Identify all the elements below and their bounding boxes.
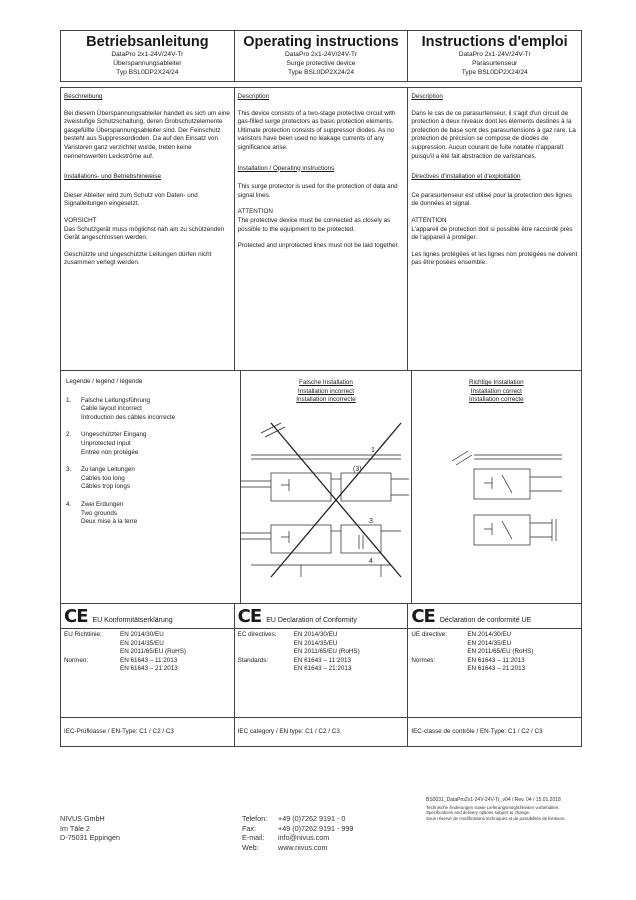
description-heading: Beschreibung bbox=[64, 93, 103, 100]
header-fr bbox=[408, 31, 581, 81]
standards-label: Standards: bbox=[237, 656, 269, 664]
wrong-title-en: Installation incorrect bbox=[297, 387, 354, 395]
standard: EN 61643 – 11:2013 bbox=[293, 656, 351, 664]
conformity-title: Déclaration de conformité UE bbox=[439, 617, 532, 625]
wrong-title-fr: Installation incorrecte bbox=[296, 396, 356, 404]
legend-fr: Deux mise à la terre bbox=[81, 518, 138, 526]
caution-text: Das Schutzgerät muss möglichst nah am zu schützenden Gerät angeschlossen werden. bbox=[64, 225, 225, 242]
description-row bbox=[61, 88, 581, 370]
wrong-title bbox=[241, 371, 410, 405]
directives-label: EU Richtlinie: bbox=[64, 631, 102, 638]
right-title-fr: Installation correcte bbox=[469, 396, 524, 404]
conformity-title: EU Declaration of Conformity bbox=[266, 617, 357, 625]
standard: EN 61643 – 11:2013 bbox=[467, 656, 525, 664]
caution-text: The protective device must be connected as closely as possible to the equipment to be protected. bbox=[237, 216, 391, 233]
legend bbox=[61, 371, 241, 603]
header-type: Type BSL0DP2X24/24 bbox=[461, 69, 528, 76]
legend-fr: Introduction des câbles incorrecte bbox=[81, 413, 176, 421]
legend-fr: Entrée non protégée bbox=[81, 448, 139, 456]
standard: EN 61643 – 11:2013 bbox=[120, 656, 178, 664]
text-column-de bbox=[61, 88, 235, 370]
legend-item bbox=[66, 501, 235, 527]
document-number: BS0031_DataPro2x1-24V-24V-Tr_v04 / Rev. 04 / 15.01.2018 bbox=[426, 797, 561, 803]
ce-header bbox=[408, 604, 581, 629]
directive: EN 2011/65/EU (RoHS) bbox=[293, 648, 360, 656]
legend-item bbox=[66, 466, 235, 492]
directive: EN 2011/65/EU (RoHS) bbox=[467, 648, 534, 656]
header-product: DataPro 2x1-24V/24V-Tr bbox=[285, 51, 357, 58]
email-label: E-mail: bbox=[242, 833, 265, 842]
ce-mark: CE bbox=[64, 606, 88, 627]
conformity-fr bbox=[408, 604, 581, 746]
header-de bbox=[61, 31, 235, 81]
install-heading: Directives d'installation et d'exploitation bbox=[411, 173, 521, 181]
text-column-fr bbox=[408, 88, 581, 370]
iec-category: IEC category / EN type: C1 / C2 / C3 bbox=[235, 717, 408, 746]
text-column-en bbox=[235, 88, 409, 370]
document-info bbox=[426, 798, 586, 821]
conformity-body bbox=[235, 629, 408, 717]
ce-mark: CE bbox=[411, 606, 435, 627]
conformity-body bbox=[408, 629, 581, 717]
conformity-en bbox=[235, 604, 409, 746]
company-street: Im Täle 2 bbox=[60, 823, 90, 833]
directive: EN 2014/30/EU bbox=[467, 631, 512, 638]
caution-heading: ATTENTION bbox=[411, 216, 447, 224]
directive: EN 2014/30/EU bbox=[293, 631, 338, 638]
callout-3-bracket: (3) bbox=[353, 466, 362, 473]
website: www.nivus.com bbox=[278, 842, 328, 852]
change-note-en: Specifications and delivery options subject to change. bbox=[426, 810, 531, 816]
phone: +49 (0)7262 9191 - 0 bbox=[278, 814, 346, 823]
company-address bbox=[60, 814, 120, 843]
description-heading: Description bbox=[411, 93, 443, 100]
lines-text: Protected and unprotected lines must not be laid together. bbox=[237, 242, 400, 250]
company-name: NIVUS GmbH bbox=[60, 814, 105, 823]
install-heading: Installation / Operating instructions bbox=[237, 164, 335, 172]
directives-label: EC directives: bbox=[237, 631, 277, 638]
directive: EN 2014/35/EU bbox=[293, 639, 338, 647]
conformity-body bbox=[61, 629, 234, 717]
header-kind: Parasurtenseur bbox=[472, 60, 518, 67]
legend-de: Zwei Erdungen bbox=[81, 500, 124, 508]
install-text: Ce parasurtenseur est utilisé pour la protection des lignes de données et signal. bbox=[411, 191, 573, 208]
header-title: Instructions d'emploi bbox=[421, 34, 568, 50]
lines-text: Les lignes protégées et les lignes non protégées ne doivent pas être posées ensemble. bbox=[411, 250, 578, 267]
standard: EN 61643 – 21:2013 bbox=[120, 665, 178, 673]
standards-label: Normen: bbox=[64, 656, 89, 664]
conformity-row bbox=[61, 603, 581, 746]
correct-installation bbox=[412, 371, 581, 603]
legend-fr: Câbles trop longs bbox=[81, 483, 131, 491]
header-type: Type BSL0DP2X24/24 bbox=[288, 69, 354, 76]
standards-label: Normes: bbox=[411, 656, 436, 664]
web-label: Web: bbox=[242, 842, 259, 852]
phone-label: Telefon: bbox=[242, 814, 268, 823]
ce-header bbox=[235, 604, 408, 629]
correct-wiring-diagram bbox=[412, 415, 585, 585]
legend-number: 2. bbox=[66, 431, 72, 439]
legend-en: Unprotected input bbox=[81, 439, 131, 447]
directive: EN 2014/30/EU bbox=[120, 631, 164, 638]
directives-label: UE directive: bbox=[411, 631, 448, 638]
legend-number: 4. bbox=[66, 500, 72, 508]
header-title: Operating instructions bbox=[243, 34, 399, 50]
iec-category: IEC-Prüfklasse / EN-Type: C1 / C2 / C3 bbox=[61, 717, 234, 746]
legend-item bbox=[66, 431, 235, 457]
directive: EN 2014/35/EU bbox=[120, 639, 164, 647]
caution-heading: ATTENTION bbox=[237, 208, 273, 216]
caution-heading: VORSICHT bbox=[64, 216, 97, 224]
callout-3: 3 bbox=[369, 518, 374, 525]
header-kind: Surge protective device bbox=[286, 60, 356, 67]
iec-category: IEC-classe de contrôle / EN-Type: C1 / C2 / C3 bbox=[408, 717, 581, 746]
header-product: DataPro 2x1-24V/24V-Tr bbox=[111, 51, 184, 58]
legend-item bbox=[66, 397, 235, 423]
conformity-title: EU Konformitätserklärung bbox=[92, 617, 173, 625]
legend-en: Two grounds bbox=[81, 509, 118, 517]
standard: EN 61643 – 21:2013 bbox=[467, 665, 526, 673]
change-note-de: Technische Änderungen sowie Lieferungsmöglichkeiten vorbehalten. bbox=[426, 804, 560, 810]
conformity-de bbox=[61, 604, 235, 746]
header-type: Typ BSL0DP2X24/24 bbox=[116, 69, 179, 76]
fax: +49 (0)7262 9191 - 999 bbox=[278, 823, 354, 833]
header-en bbox=[235, 31, 409, 81]
directive: EN 2011/65/EU (RoHS) bbox=[120, 648, 187, 656]
description-text: Dans le cas de ce parasurtenseur, il s'agit d'un circuit de protection à deux niveaux dont les éléments destinés à la protection de base sont des parasurtensions à gaz rare. La protection de précision se compose de diodes de suppression. Aucun courant de fuite notable n'apparaît puisqu'il a été fait abstraction de varistances. bbox=[411, 109, 576, 160]
legend-number: 3. bbox=[66, 466, 72, 474]
legend-de: Falsche Leitungsführung bbox=[81, 396, 150, 404]
company-city: D-75031 Eppingen bbox=[60, 833, 120, 842]
main-box bbox=[60, 87, 582, 747]
legend-number: 1. bbox=[66, 396, 72, 404]
description-text: Bei diesem Überspannungsableiter handelt es sich um eine zweistufige Schutzschaltung, deren Grobschutzelemente gasgefüllte Überspannungsableiter sind. Der Feinschutz besteht aus Suppressordioden. Da auf den Einsatz von Varistoren ganz verzichtet wurde, treten keine nennenswerten Leckströme auf. bbox=[64, 109, 230, 160]
legend-title: Legende / legend / légende bbox=[66, 378, 143, 385]
header-title: Betriebsanleitung bbox=[86, 34, 209, 50]
wrong-wiring-diagram bbox=[241, 415, 414, 585]
callout-1: 1 bbox=[371, 447, 376, 454]
header-kind: Überspannungsableiter bbox=[113, 60, 182, 67]
company-contact bbox=[242, 814, 353, 852]
email: info@nivus.com bbox=[278, 833, 330, 842]
right-title-en: Installation correct bbox=[470, 387, 522, 395]
callout-4: 4 bbox=[369, 558, 374, 565]
wrong-title-de: Falsche Installation bbox=[299, 379, 353, 386]
description-heading: Description bbox=[237, 93, 270, 100]
instruction-sheet bbox=[60, 30, 582, 747]
legend-de: Zu lange Leitungen bbox=[81, 466, 135, 474]
lines-text: Geschützte und ungeschützte Leitungen dürfen nicht zusammen verlegt werden. bbox=[64, 250, 212, 267]
install-heading: Installations- und Betriebshinweise bbox=[64, 173, 161, 181]
wrong-installation bbox=[241, 371, 411, 603]
change-note-fr: Sous réserve de modifications techniques et de possibilités de livraison. bbox=[426, 815, 566, 821]
header-row bbox=[60, 30, 582, 81]
fax-label: Fax: bbox=[242, 823, 256, 833]
install-text: This surge protector is used for the protection of data and signal lines. bbox=[237, 183, 398, 199]
ce-mark: CE bbox=[237, 606, 262, 627]
install-text: Dieser Ableiter wird zum Schutz von Daten- und Signalleitungen eingesetzt. bbox=[64, 191, 198, 208]
legend-de: Ungeschützter Eingang bbox=[81, 431, 147, 439]
header-product: DataPro 2x1-24V/24V-Tr bbox=[458, 51, 531, 58]
ce-header bbox=[61, 604, 234, 629]
directive: EN 2014/35/EU bbox=[467, 639, 512, 647]
legend-en: Cables too long bbox=[81, 474, 125, 482]
diagram-row bbox=[61, 370, 581, 603]
right-title bbox=[412, 371, 581, 405]
right-title-de: Richtige Installation bbox=[469, 379, 524, 386]
standard: EN 61643 – 21:2013 bbox=[293, 665, 352, 673]
legend-en: Cable layout incorrect bbox=[81, 405, 142, 413]
description-text: This device consists of a two-stage protective circuit with gas-filled surge protectors as basic protection elements. Ultimate protection consists of suppressor diodes. As no varistors have been used no leakage currents of any significance arise. bbox=[237, 109, 396, 151]
caution-text: L'appareil de protection doit si possible être raccordé près de l'appareil à protéger. bbox=[411, 225, 573, 242]
